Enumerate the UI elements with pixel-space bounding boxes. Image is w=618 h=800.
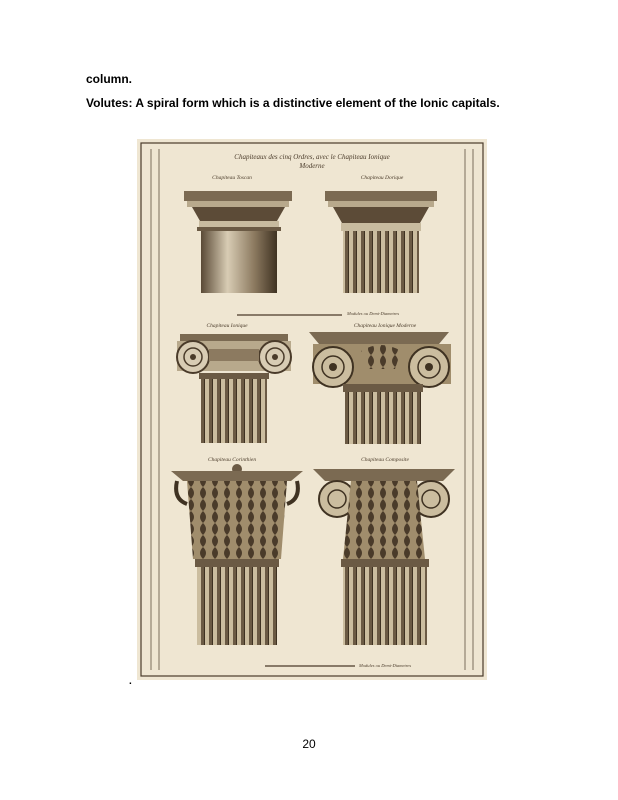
scale-caption-lower: Modules ou Demi-Diametres — [359, 663, 412, 668]
panel-label-corinthian: Chapiteau Corinthien — [207, 457, 257, 463]
plate-title: Chapiteaux des cinq Ordres, avec le Chapiteau Ionique — [234, 153, 390, 161]
panel-label-tuscan: Chapiteau Toscan — [212, 175, 252, 181]
panel-label-composite: Chapiteau Composite — [361, 457, 409, 463]
volutes-definition: Volutes: A spiral form which is a distinctive element of the Ionic capitals. — [86, 96, 500, 110]
plate-subtitle: Moderne — [299, 162, 325, 170]
body-text-line: column. — [86, 72, 133, 86]
panel-label-doric: Chapiteau Dorique — [360, 175, 404, 181]
panel-label-ionic: Chapiteau Ionique — [206, 323, 248, 329]
page-number: 20 — [302, 737, 316, 751]
panel-label-modern-ionic: Chapiteau Ionique Moderne — [353, 323, 417, 329]
trailing-mark: . — [129, 676, 132, 687]
scale-caption-upper: Modules ou Demi-Diametres — [347, 311, 400, 316]
capitals-engraving — [137, 139, 487, 680]
